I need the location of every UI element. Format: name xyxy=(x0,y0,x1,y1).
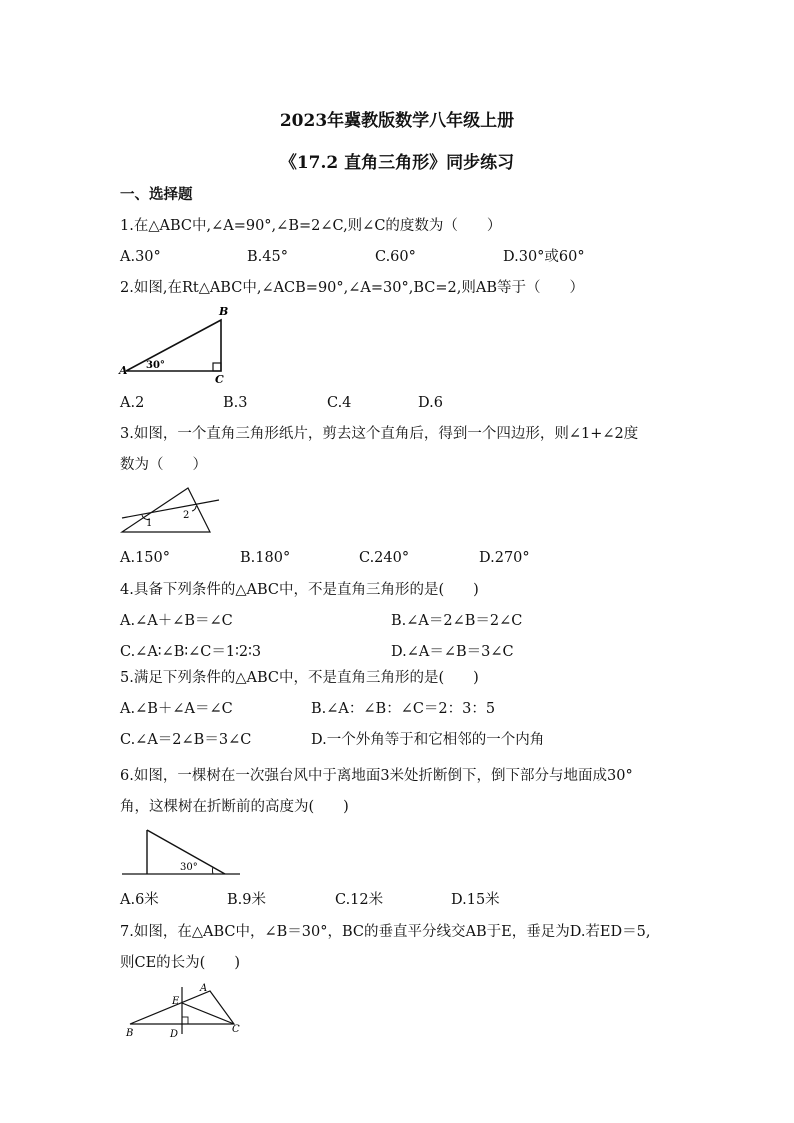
question-5-stem: 5.满足下列条件的△ABC中，不是直角三角形的是( ) xyxy=(120,670,479,686)
q2-option-d: D.6 xyxy=(418,395,443,411)
q2-label-c: C xyxy=(215,373,224,386)
q2-option-b: B.3 xyxy=(223,395,248,411)
q6-angle-label: 30° xyxy=(180,862,198,873)
page-subtitle: 《17.2 直角三角形》同步练习 xyxy=(279,153,515,173)
question-2-stem: 2.如图,在Rt△ABC中,∠ACB=90°,∠A=30°,BC=2,则AB等于（ ） xyxy=(120,280,584,296)
q3-cut-line xyxy=(122,500,219,518)
q3-label-2: 2 xyxy=(183,510,190,521)
question-3-stem-line-1: 3.如图，一个直角三角形纸片，剪去这个直角后，得到一个四边形，则∠1+∠2度 xyxy=(120,426,639,442)
q2-angle-label: 30° xyxy=(146,360,165,371)
q1-option-b: B.45° xyxy=(247,249,288,265)
q3-figure xyxy=(118,484,228,538)
q1-option-d: D.30°或60° xyxy=(503,249,585,265)
q7-figure xyxy=(118,982,248,1044)
q3-option-a: A.150° xyxy=(120,550,171,566)
q2-figure xyxy=(118,304,238,384)
q7-label-d: D xyxy=(170,1029,179,1040)
q6-figure xyxy=(118,826,243,878)
q3-option-c: C.240° xyxy=(359,550,410,566)
q2-label-a: A xyxy=(119,364,128,377)
q2-option-c: C.4 xyxy=(327,395,352,411)
question-3-stem-line-2: 数为（ ） xyxy=(120,457,207,473)
q2-right-angle-mark xyxy=(213,363,221,371)
q4-option-b: B.∠A＝2∠B＝2∠C xyxy=(391,613,523,629)
q3-option-b: B.180° xyxy=(240,550,291,566)
question-4-stem: 4.具备下列条件的△ABC中，不是直角三角形的是( ) xyxy=(120,582,479,598)
q6-option-b: B.9米 xyxy=(227,892,266,908)
q7-label-c: C xyxy=(232,1024,240,1035)
q1-option-c: C.60° xyxy=(375,249,416,265)
q2-triangle xyxy=(126,320,221,371)
q5-option-b: B.∠A：∠B：∠C＝2：3：5 xyxy=(311,701,496,717)
question-7-stem-line-1: 7.如图，在△ABC中，∠B＝30°，BC的垂直平分线交AB于E，垂足为D.若ED＝5, xyxy=(120,924,651,940)
q6-option-a: A.6米 xyxy=(120,892,159,908)
q2-label-b: B xyxy=(219,305,229,318)
q3-option-d: D.270° xyxy=(479,550,530,566)
q2-option-a: A.2 xyxy=(120,395,145,411)
q6-option-d: D.15米 xyxy=(451,892,500,908)
q4-option-a: A.∠A＋∠B＝∠C xyxy=(120,613,233,629)
question-6-stem-line-2: 角，这棵树在折断前的高度为( ) xyxy=(120,799,349,815)
page-title: 2023年冀教版数学八年级上册 xyxy=(279,111,515,131)
question-1-stem: 1.在△ABC中,∠A=90°,∠B=2∠C,则∠C的度数为（ ） xyxy=(120,218,502,234)
q5-option-d: D.一个外角等于和它相邻的一个内角 xyxy=(311,732,545,748)
q7-label-a: A xyxy=(200,983,208,994)
q4-option-c: C.∠A∶∠B∶∠C＝1∶2∶3 xyxy=(120,644,262,660)
q6-angle-arc xyxy=(212,867,213,874)
q5-option-a: A.∠B＋∠A＝∠C xyxy=(120,701,233,717)
q6-option-c: C.12米 xyxy=(335,892,384,908)
q7-label-b: B xyxy=(126,1028,134,1039)
q5-option-c: C.∠A＝2∠B＝3∠C xyxy=(120,732,252,748)
q3-label-1: 1 xyxy=(146,518,153,529)
question-7-stem-line-2: 则CE的长为( ) xyxy=(120,955,240,971)
q7-label-e: E xyxy=(172,996,180,1007)
q4-option-d: D.∠A＝∠B＝3∠C xyxy=(391,644,514,660)
q3-angle-2-arc xyxy=(192,506,196,511)
q1-option-a: A.30° xyxy=(120,249,161,265)
section-heading: 一、选择题 xyxy=(120,186,193,203)
question-6-stem-line-1: 6.如图，一棵树在一次强台风中于离地面3米处折断倒下，倒下部分与地面成30° xyxy=(120,768,633,784)
q7-right-angle-mark xyxy=(182,1017,188,1024)
